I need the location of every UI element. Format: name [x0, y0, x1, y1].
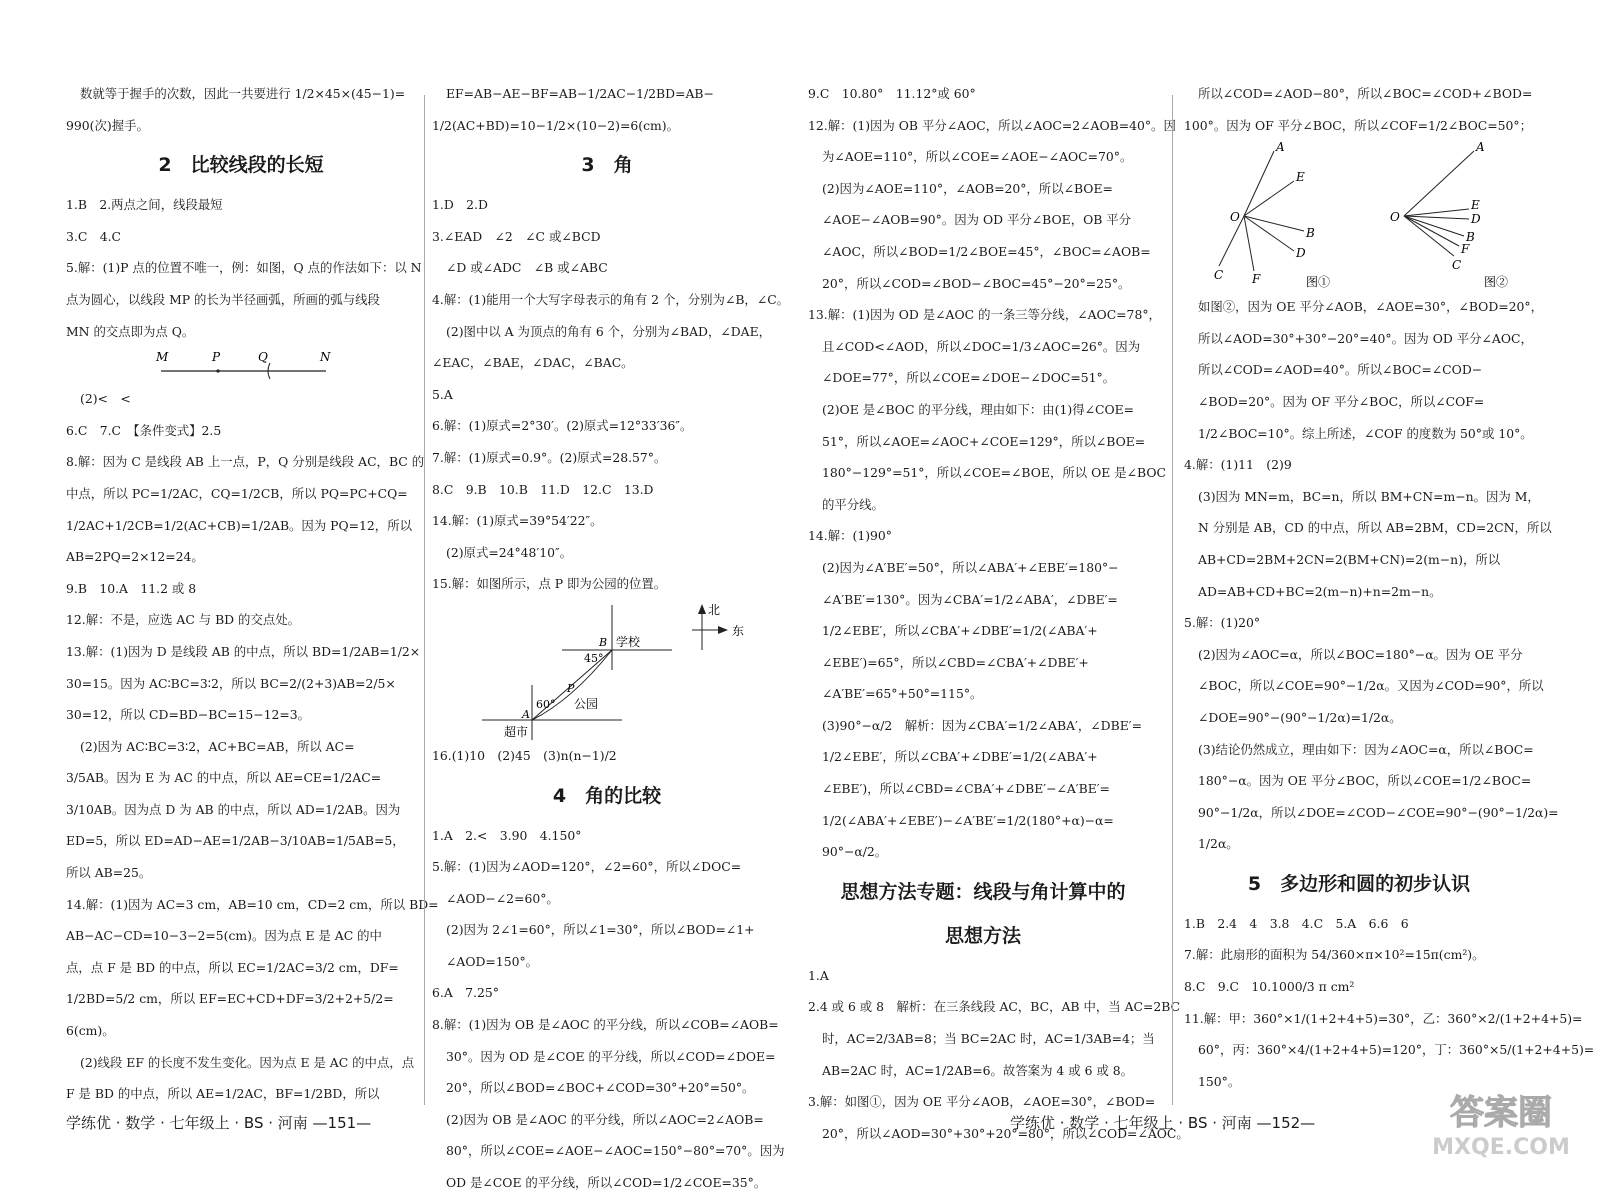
column-divider: [424, 95, 425, 1105]
answer-line: 1/2∠EBE′，所以∠CBA′+∠DBE′=1/2(∠ABA′+: [822, 749, 1098, 765]
answer-line: ∠EBE′)=65°，所以∠CBD=∠CBA′+∠DBE′+: [822, 654, 1089, 670]
answer-line: 1.A: [808, 967, 829, 983]
answer-line: (2)因为∠A′BE′=50°，所以∠ABA′+∠EBE′=180°−: [822, 559, 1119, 575]
svg-text:O: O: [1230, 210, 1240, 225]
answer-line: (2)原式=24°48′10″。: [446, 544, 573, 560]
answer-line: ∠BOC，所以∠COE=90°−1/2α。又因为∠COD=90°，所以: [1198, 678, 1544, 694]
answer-line: 2.4 或 6 或 8 解析：在三条线段 AC，BC，AB 中，当 AC=2BC: [808, 999, 1181, 1015]
answer-line: AD=AB+CD+BC=2(m−n)+n=2m−n。: [1198, 583, 1442, 599]
footer-right: 学练优 · 数学 · 七年级上 · BS · 河南 —152—: [1010, 1114, 1316, 1132]
answer-line: 16.(1)10 (2)45 (3)n(n−1)/2: [432, 747, 617, 763]
answer-line: 90°−1/2α，所以∠DOE=∠COD−∠COE=90°−(90°−1/2α)=: [1198, 804, 1559, 820]
answer-line: 5.A: [432, 386, 453, 402]
svg-text:A: A: [1276, 140, 1285, 155]
answer-line: 6.A 7.25°: [432, 985, 499, 1001]
answer-line: 3/5AB。因为 E 为 AC 的中点，所以 AE=CE=1/2AC=: [66, 770, 382, 786]
answer-line: 1.B 2.4 4 3.8 4.C 5.A 6.6 6: [1184, 915, 1409, 931]
answer-line: 8.解：因为 C 是线段 AB 上一点，P，Q 分别是线段 AC，BC 的: [66, 454, 425, 470]
caption-fig2: 图②: [1484, 275, 1509, 290]
figure-map: [432, 600, 782, 740]
answer-line: MN 的交点即为点 Q。: [66, 323, 195, 339]
answer-line: 20°，所以∠BOD=∠BOC+∠COD=30°+20°=50°。: [446, 1080, 755, 1096]
svg-text:E: E: [1471, 198, 1480, 213]
answer-line: 3/10AB。因为点 D 为 AB 的中点，所以 AD=1/2AB。因为: [66, 801, 401, 817]
svg-text:F: F: [1252, 272, 1261, 287]
label-q: Q: [258, 350, 268, 365]
answer-line: 30=12，所以 CD=BD−BC=15−12=3。: [66, 707, 311, 723]
answer-line: 30°。因为 OD 是∠COE 的平分线，所以∠COD=∠DOE=: [446, 1048, 776, 1064]
answer-line: 3.解：如图①，因为 OE 平分∠AOB，∠AOE=30°，∠BOD=: [808, 1094, 1156, 1110]
answer-line: 8.解：(1)因为 OB 是∠AOC 的平分线，所以∠COB=∠AOB=: [432, 1017, 779, 1033]
label-school: 学校: [616, 634, 641, 649]
answer-line: ∠A′BE′=130°。因为∠CBA′=1/2∠ABA′，∠DBE′=: [822, 591, 1118, 607]
svg-text:C: C: [1214, 268, 1224, 283]
answer-line: 990(次)握手。: [66, 117, 149, 133]
answer-line: 20°，所以∠COD=∠BOD−∠BOC=45°−20°=25°。: [822, 275, 1131, 291]
answer-line: 5.解：(1)因为∠AOD=120°，∠2=60°，所以∠DOC=: [432, 859, 742, 875]
answer-line: ∠EBE′)，所以∠CBD=∠CBA′+∠DBE′−∠A′BE′=: [822, 781, 1110, 797]
answer-line: 所以∠COD=∠AOD−80°，所以∠BOC=∠COD+∠BOD=: [1198, 86, 1533, 101]
answer-line: 12.解：(1)因为 OB 平分∠AOC，所以∠AOC=2∠AOB=40°。因: [808, 117, 1176, 133]
answer-column-2: [432, 78, 790, 1199]
section-heading: 思想方法专题：线段与角计算中的: [840, 880, 1126, 903]
answer-line: 1/2∠EBE′，所以∠CBA′+∠DBE′=1/2(∠ABA′+: [822, 623, 1098, 639]
footer-left: 学练优 · 数学 · 七年级上 · BS · 河南 —151—: [66, 1114, 372, 1132]
svg-text:B: B: [1306, 226, 1315, 241]
answer-line: (3)因为 MN=m，BC=n，所以 BM+CN=m−n。因为 M，: [1198, 488, 1540, 504]
answer-line: (3)结论仍然成立，理由如下：因为∠AOC=α，所以∠BOC=: [1198, 741, 1534, 757]
answer-line: 13.解：(1)因为 D 是线段 AB 的中点，所以 BD=1/2AB=1/2×: [66, 643, 421, 659]
answer-line: 1/2(AC+BD)=10−1/2×(10−2)=6(cm)。: [432, 117, 680, 133]
answer-line: 9.B 10.A 11.2 或 8: [66, 580, 197, 596]
answer-line: 60°，丙：360°×4/(1+2+4+5)=120°，丁：360°×5/(1+2+4+5)=: [1198, 1042, 1595, 1058]
answer-line: 6.解：(1)原式=2°30′。(2)原式=12°33′36″。: [432, 418, 693, 434]
answer-line: N 分别是 AB，CD 的中点，所以 AB=2BM，CD=2CN，所以: [1198, 520, 1552, 536]
answer-line: 6.C 7.C 【条件变式】2.5: [66, 422, 222, 438]
answer-line: 80°，所以∠COE=∠AOE−∠AOC=150°−80°=70°。因为: [446, 1143, 785, 1159]
answer-line: 150°。: [1198, 1073, 1241, 1089]
answer-line: 1.A 2.< 3.90 4.150°: [432, 827, 582, 843]
answer-line: 且∠COD<∠AOD，所以∠DOC=1/3∠AOC=26°。因为: [822, 338, 1141, 354]
label-n: N: [320, 350, 331, 365]
answer-line: 90°−α/2。: [822, 844, 888, 860]
answer-line: 3.C 4.C: [66, 228, 121, 244]
answer-line: 20°，所以∠AOD=30°+30°+20°=80°，所以∠COD=∠AOC。: [822, 1125, 1189, 1141]
watermark-logo: [1416, 1082, 1586, 1162]
svg-text:D: D: [1471, 212, 1481, 227]
svg-text:D: D: [1296, 246, 1306, 261]
svg-text:C: C: [1452, 258, 1462, 273]
answer-line: 1/2α。: [1198, 836, 1239, 852]
answer-column-4: [1184, 78, 1595, 1097]
answer-line: ∠AOC，所以∠BOD=1/2∠BOE=45°，∠BOC=∠AOB=: [822, 243, 1151, 259]
answer-line: 3.∠EAD ∠2 ∠C 或∠BCD: [432, 228, 601, 244]
answer-line: AB−AC−CD=10−3−2=5(cm)。因为点 E 是 AC 的中: [66, 928, 382, 944]
answer-line: ∠DOE=90°−(90°−1/2α)=1/2α。: [1198, 709, 1402, 725]
answer-line: ∠A′BE′=65°+50°=115°。: [822, 686, 983, 702]
svg-text:E: E: [1296, 170, 1305, 185]
answer-line: 6(cm)。: [66, 1023, 115, 1039]
answer-line: 8.C 9.B 10.B 11.D 12.C 13.D: [432, 481, 654, 497]
answer-line: 12.解：不是，应选 AC 与 BD 的交点处。: [66, 612, 301, 628]
answer-line: ∠DOE=77°，所以∠COE=∠DOE−∠DOC=51°。: [822, 370, 1116, 386]
answer-line: AB+CD=2BM+2CN=2(BM+CN)=2(m−n)，所以: [1198, 551, 1501, 567]
svg-text:O: O: [1390, 210, 1400, 225]
answer-line: 如图②，因为 OE 平分∠AOB，∠AOE=30°，∠BOD=20°，: [1198, 299, 1544, 315]
answer-line: 5.解：(1)20°: [1184, 615, 1261, 631]
figure-segment-mpqn: [66, 347, 416, 383]
answer-line: AB=2AC 时，AC=1/2AB=6。故答案为 4 或 6 或 8。: [822, 1062, 1134, 1078]
compass-north: 北: [708, 602, 721, 617]
section-heading: 思想方法: [944, 924, 1021, 947]
svg-text:答案圈: 答案圈: [1450, 1093, 1552, 1133]
angle-45: 45°: [584, 651, 604, 665]
answer-line: 1/2∠BOC=10°。综上所述，∠COF 的度数为 50°或 10°。: [1198, 425, 1533, 441]
answer-line: 所以∠AOD=30°+30°−20°=40°。因为 OD 平分∠AOC，: [1198, 330, 1533, 346]
answer-line: OD 是∠COE 的平分线，所以∠COD=1/2∠COE=35°。: [446, 1175, 767, 1191]
angle-60: 60°: [536, 697, 556, 711]
label-b: B: [599, 635, 608, 649]
answer-line: (2)线段 EF 的长度不发生变化。因为点 E 是 AC 的中点，点: [80, 1054, 415, 1070]
answer-line: 点，点 F 是 BD 的中点，所以 EC=1/2AC=3/2 cm，DF=: [66, 959, 399, 975]
answer-line: ∠AOD−∠2=60°。: [446, 890, 559, 906]
answer-line: (2)图中以 A 为顶点的角有 6 个，分别为∠BAD，∠DAE，: [446, 323, 772, 339]
answer-line: 30=15。因为 AC∶BC=3∶2，所以 BC=2/(2+3)AB=2/5×: [66, 675, 396, 691]
answer-line: ∠AOD=150°。: [446, 953, 539, 969]
answer-line: 9.C 10.80° 11.12°或 60°: [808, 86, 976, 101]
caption-fig1: 图①: [1306, 275, 1331, 290]
answer-line: ∠AOE−∠AOB=90°。因为 OD 平分∠BOE，OB 平分: [822, 212, 1132, 228]
compass-east: 东: [732, 623, 745, 638]
answer-line: 15.解：如图所示，点 P 即为公园的位置。: [432, 576, 667, 592]
answer-line: (2)因为 OB 是∠AOC 的平分线，所以∠AOC=2∠AOB=: [446, 1111, 764, 1127]
answer-line: 4.解：(1)能用一个大写字母表示的角有 2 个，分别为∠B，∠C。: [432, 291, 790, 307]
svg-text:A: A: [1476, 140, 1485, 155]
answer-line: 为∠AOE=110°，所以∠COE=∠AOE−∠AOC=70°。: [822, 149, 1133, 165]
column-divider: [1172, 95, 1173, 1105]
answer-line: 11.解：甲：360°×1/(1+2+4+5)=30°，乙：360°×2/(1+2+4+5)=: [1184, 1010, 1583, 1026]
answer-line: 7.解：(1)原式=0.9°。(2)原式=28.57°。: [432, 449, 667, 465]
answer-line: EF=AB−AE−BF=AB−1/2AC−1/2BD=AB−: [446, 86, 714, 101]
answer-line: (2)< <: [80, 391, 131, 407]
figure-rays: [1184, 141, 1534, 291]
answer-line: 51°，所以∠AOE=∠AOC+∠COE=129°，所以∠BOE=: [822, 433, 1146, 449]
label-market: 超市: [504, 724, 529, 739]
answer-line: (3)90°−α/2 解析：因为∠CBA′=1/2∠ABA′，∠DBE′=: [822, 717, 1142, 733]
answer-line: 7.解：此扇形的面积为 54/360×π×10²=15π(cm²)。: [1184, 947, 1485, 963]
label-a: A: [522, 707, 530, 721]
answer-line: (2)因为 2∠1=60°，所以∠1=30°，所以∠BOD=∠1+: [446, 922, 755, 938]
answer-line: 1/2BD=5/2 cm，所以 EF=EC+CD+DF=3/2+2+5/2=: [66, 991, 394, 1007]
section-heading: 4 角的比较: [552, 784, 662, 807]
rays-diagram: [1184, 141, 1534, 291]
answer-line: 所以∠COD=∠AOD=40°。所以∠BOC=∠COD−: [1198, 362, 1483, 378]
answer-line: ∠D 或∠ADC ∠B 或∠ABC: [446, 260, 608, 276]
answer-line: 1.D 2.D: [432, 197, 488, 213]
answer-line: 4.解：(1)11 (2)9: [1184, 457, 1292, 473]
answer-line: 时，AC=2/3AB=8；当 BC=2AC 时，AC=1/3AB=4；当: [822, 1031, 1155, 1047]
answer-line: 1.B 2.两点之间，线段最短: [66, 197, 223, 213]
answer-line: 1/2(∠ABA′+∠EBE′)−∠A′BE′=1/2(180°+α)−α=: [822, 812, 1114, 828]
section-heading: 2 比较线段的长短: [158, 154, 324, 177]
answer-line: ∠BOD=20°。因为 OF 平分∠BOC，所以∠COF=: [1198, 393, 1485, 409]
answer-line: 14.解：(1)原式=39°54′22″。: [432, 513, 603, 529]
answer-line: 14.解：(1)90°: [808, 528, 892, 544]
segment-diagram: [66, 347, 416, 383]
answer-line: 14.解：(1)因为 AC=3 cm，AB=10 cm，CD=2 cm，所以 BD=: [66, 896, 439, 912]
section-heading: 5 多边形和圆的初步认识: [1247, 872, 1471, 895]
answer-line: AB=2PQ=2×12=24。: [66, 549, 204, 565]
answer-line: 点为圆心，以线段 MP 的长为半径画弧，所画的弧与线段: [66, 291, 380, 307]
answer-line: (2)OE 是∠BOC 的平分线，理由如下：由(1)得∠COE=: [822, 401, 1135, 417]
answer-line: ED=5，所以 ED=AD−AE=1/2AB−3/10AB=1/5AB=5，: [66, 833, 405, 849]
section-heading: 3 角: [581, 154, 633, 177]
answer-line: 100°。因为 OF 平分∠BOC，所以∠COF=1/2∠BOC=50°；: [1184, 117, 1532, 133]
answer-line: (2)因为∠AOC=α，所以∠BOC=180°−α。因为 OE 平分: [1198, 646, 1523, 662]
answer-column-1: [66, 78, 439, 1110]
answer-line: (2)因为∠AOE=110°，∠AOB=20°，所以∠BOE=: [822, 180, 1113, 196]
label-p: P: [212, 350, 221, 365]
answer-line: 的平分线。: [822, 496, 884, 512]
answer-line: 中点，所以 PC=1/2AC，CQ=1/2CB，所以 PQ=PC+CQ=: [66, 485, 408, 501]
svg-text:F: F: [1461, 242, 1470, 257]
answer-line: 8.C 9.C 10.1000/3 π cm²: [1184, 979, 1355, 995]
answer-line: 5.解：(1)P 点的位置不唯一，例：如图，Q 点的作法如下：以 N: [66, 260, 422, 276]
answer-line: 180°−α。因为 OE 平分∠BOC，所以∠COE=1/2∠BOC=: [1198, 773, 1532, 789]
answer-line: (2)因为 AC∶BC=3∶2，AC+BC=AB，所以 AC=: [80, 738, 355, 754]
answer-line: 所以 AB=25。: [66, 865, 152, 881]
map-diagram: [432, 600, 782, 740]
answer-line: 1/2AC+1/2CB=1/2(AC+CB)=1/2AB。因为 PQ=12，所以: [66, 517, 412, 533]
svg-text:MXQE.COM: MXQE.COM: [1432, 1135, 1570, 1160]
answer-line: ∠EAC，∠BAE，∠DAC，∠BAC。: [432, 355, 634, 371]
answer-line: F 是 BD 的中点，所以 AE=1/2AC，BF=1/2BD，所以: [66, 1086, 380, 1102]
svg-text:B: B: [1466, 230, 1475, 245]
answer-line: 180°−129°=51°，所以∠COE=∠BOE，所以 OE 是∠BOC: [822, 465, 1166, 481]
label-p: P: [567, 681, 575, 695]
label-m: M: [156, 350, 169, 365]
label-park: 公园: [574, 696, 599, 711]
answer-line: 数就等于握手的次数，因此一共要进行 1/2×45×(45−1)=: [80, 86, 406, 101]
answer-line: 13.解：(1)因为 OD 是∠AOC 的一条三等分线，∠AOC=78°，: [808, 307, 1161, 323]
